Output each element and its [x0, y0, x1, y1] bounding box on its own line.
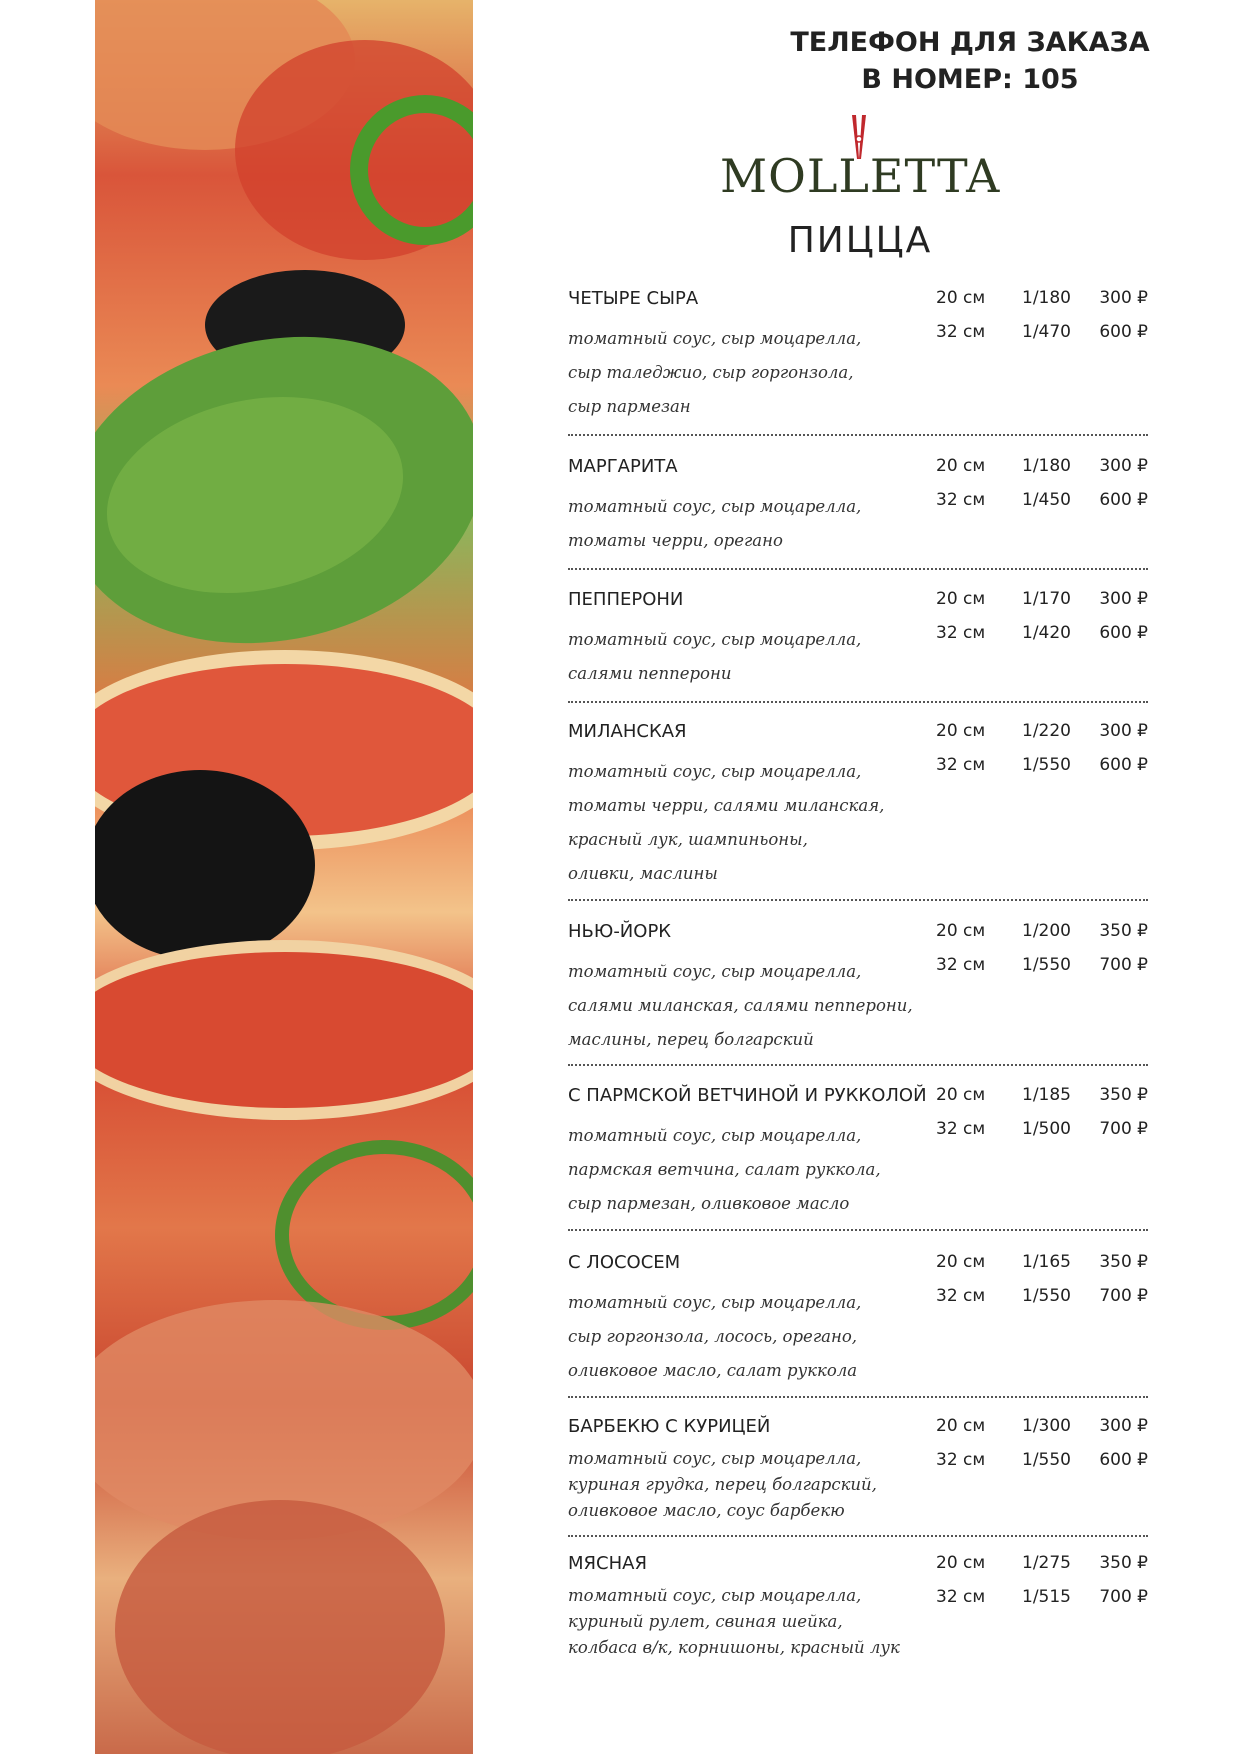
portion-weight: 1/275 [1022, 1553, 1071, 1573]
page-title: ПИЦЦА [787, 220, 933, 261]
portion-weight: 1/550 [1022, 1450, 1071, 1470]
item-description [568, 322, 928, 424]
item-divider [568, 434, 1148, 436]
size-option [936, 1119, 1148, 1141]
pizza-size: 32 см [936, 955, 986, 975]
item-name: БАРБЕКЮ С КУРИЦЕЙ [568, 1416, 771, 1437]
pizza-size: 32 см [936, 490, 986, 510]
description-line: пармская ветчина, салат руккола, [568, 1160, 881, 1179]
pizza-size: 20 см [936, 1553, 986, 1573]
item-description [568, 955, 928, 1057]
item-name: С ПАРМСКОЙ ВЕТЧИНОЙ И РУККОЛОЙ [568, 1085, 927, 1106]
pizza-size: 32 см [936, 1119, 986, 1139]
description-line: маслины, перец болгарский [568, 1030, 814, 1049]
description-line: колбаса в/к, корнишоны, красный лук [568, 1638, 900, 1657]
portion-weight: 1/500 [1022, 1119, 1071, 1139]
description-line: томатный соус, сыр моцарелла, [568, 1586, 862, 1605]
portion-weight: 1/170 [1022, 589, 1071, 609]
size-option [936, 623, 1148, 645]
phone-line-2: В НОМЕР: 105 [861, 64, 1079, 95]
description-line: томатный соус, сыр моцарелла, [568, 762, 862, 781]
pizza-size: 20 см [936, 456, 986, 476]
item-name: НЬЮ-ЙОРК [568, 921, 672, 942]
description-line: куриный рулет, свиная шейка, [568, 1612, 843, 1631]
pizza-size: 20 см [936, 1416, 986, 1436]
size-option [936, 1252, 1148, 1274]
size-option [936, 1587, 1148, 1609]
portion-weight: 1/550 [1022, 1286, 1071, 1306]
description-line: салями пепперони [568, 664, 732, 683]
item-description [568, 1583, 928, 1661]
size-option [936, 721, 1148, 743]
description-line: томатный соус, сыр моцарелла, [568, 497, 862, 516]
item-name: ПЕППЕРОНИ [568, 589, 684, 610]
pizza-size: 20 см [936, 721, 986, 741]
item-price: 700 ₽ [1099, 955, 1148, 975]
size-option [936, 456, 1148, 478]
item-price: 350 ₽ [1099, 921, 1148, 941]
item-description [568, 1446, 928, 1524]
item-price: 700 ₽ [1099, 1587, 1148, 1607]
pizza-size: 32 см [936, 755, 986, 775]
portion-weight: 1/185 [1022, 1085, 1071, 1105]
item-divider [568, 1064, 1148, 1066]
size-option [936, 755, 1148, 777]
size-option [936, 288, 1148, 310]
phone-order-header [780, 24, 1160, 98]
description-line: томатный соус, сыр моцарелла, [568, 1293, 862, 1312]
pizza-size: 20 см [936, 288, 986, 308]
description-line: сыр пармезан [568, 397, 691, 416]
item-divider [568, 1396, 1148, 1398]
item-divider [568, 1535, 1148, 1537]
portion-weight: 1/300 [1022, 1416, 1071, 1436]
item-name: ЧЕТЫРЕ СЫРА [568, 288, 699, 309]
description-line: сыр горгонзола, лосось, орегано, [568, 1327, 858, 1346]
item-divider [568, 1229, 1148, 1231]
item-name: МИЛАНСКАЯ [568, 721, 687, 742]
portion-weight: 1/165 [1022, 1252, 1071, 1272]
item-price: 600 ₽ [1099, 322, 1148, 342]
description-line: томатный соус, сыр моцарелла, [568, 630, 862, 649]
portion-weight: 1/180 [1022, 456, 1071, 476]
size-option [936, 490, 1148, 512]
description-line: оливки, маслины [568, 864, 718, 883]
logo-text: MOLLETTA [720, 149, 1001, 203]
item-name: МЯСНАЯ [568, 1553, 647, 1574]
pizza-size: 20 см [936, 1252, 986, 1272]
item-price: 300 ₽ [1099, 456, 1148, 476]
item-divider [568, 701, 1148, 703]
item-description [568, 1119, 928, 1221]
portion-weight: 1/450 [1022, 490, 1071, 510]
pizza-size: 32 см [936, 1450, 986, 1470]
size-option [936, 322, 1148, 344]
page-margin [0, 0, 95, 1754]
pizza-size: 20 см [936, 921, 986, 941]
item-price: 300 ₽ [1099, 589, 1148, 609]
pizza-size: 32 см [936, 1286, 986, 1306]
item-description [568, 623, 928, 691]
size-option [936, 589, 1148, 611]
item-price: 600 ₽ [1099, 755, 1148, 775]
description-line: томатный соус, сыр моцарелла, [568, 329, 862, 348]
item-price: 300 ₽ [1099, 721, 1148, 741]
size-option [936, 1416, 1148, 1438]
item-price: 600 ₽ [1099, 1450, 1148, 1470]
size-option [936, 1085, 1148, 1107]
pizza-size: 20 см [936, 1085, 986, 1105]
item-price: 700 ₽ [1099, 1119, 1148, 1139]
pizza-photo [95, 0, 473, 1754]
description-line: томатный соус, сыр моцарелла, [568, 1449, 862, 1468]
molletta-logo [720, 115, 1000, 205]
portion-weight: 1/470 [1022, 322, 1071, 342]
size-option [936, 955, 1148, 977]
portion-weight: 1/420 [1022, 623, 1071, 643]
description-line: томаты черри, орегано [568, 531, 783, 550]
item-description [568, 755, 928, 891]
item-price: 700 ₽ [1099, 1286, 1148, 1306]
description-line: томатный соус, сыр моцарелла, [568, 1126, 862, 1145]
portion-weight: 1/220 [1022, 721, 1071, 741]
item-description [568, 1286, 928, 1388]
item-divider [568, 899, 1148, 901]
item-price: 350 ₽ [1099, 1553, 1148, 1573]
size-option [936, 1450, 1148, 1472]
item-price: 300 ₽ [1099, 288, 1148, 308]
item-price: 600 ₽ [1099, 490, 1148, 510]
size-option [936, 921, 1148, 943]
portion-weight: 1/550 [1022, 955, 1071, 975]
item-name: МАРГАРИТА [568, 456, 678, 477]
phone-line-1: ТЕЛЕФОН ДЛЯ ЗАКАЗА [790, 27, 1150, 58]
pizza-size: 32 см [936, 322, 986, 342]
description-line: оливковое масло, салат руккола [568, 1361, 858, 1380]
item-price: 300 ₽ [1099, 1416, 1148, 1436]
portion-weight: 1/200 [1022, 921, 1071, 941]
item-price: 350 ₽ [1099, 1085, 1148, 1105]
description-line: сыр таледжио, сыр горгонзола, [568, 363, 854, 382]
description-line: красный лук, шампиньоны, [568, 830, 808, 849]
description-line: салями миланская, салями пепперони, [568, 996, 913, 1015]
pizza-size: 32 см [936, 623, 986, 643]
size-option [936, 1553, 1148, 1575]
item-description [568, 490, 928, 558]
description-line: куриная грудка, перец болгарский, [568, 1475, 877, 1494]
description-line: сыр пармезан, оливковое масло [568, 1194, 850, 1213]
description-line: оливковое масло, соус барбекю [568, 1501, 845, 1520]
item-price: 350 ₽ [1099, 1252, 1148, 1272]
description-line: томатный соус, сыр моцарелла, [568, 962, 862, 981]
item-divider [568, 568, 1148, 570]
portion-weight: 1/180 [1022, 288, 1071, 308]
portion-weight: 1/550 [1022, 755, 1071, 775]
portion-weight: 1/515 [1022, 1587, 1071, 1607]
pizza-size: 32 см [936, 1587, 986, 1607]
item-name: С ЛОСОСЕМ [568, 1252, 681, 1273]
item-price: 600 ₽ [1099, 623, 1148, 643]
size-option [936, 1286, 1148, 1308]
pizza-size: 20 см [936, 589, 986, 609]
description-line: томаты черри, салями миланская, [568, 796, 885, 815]
